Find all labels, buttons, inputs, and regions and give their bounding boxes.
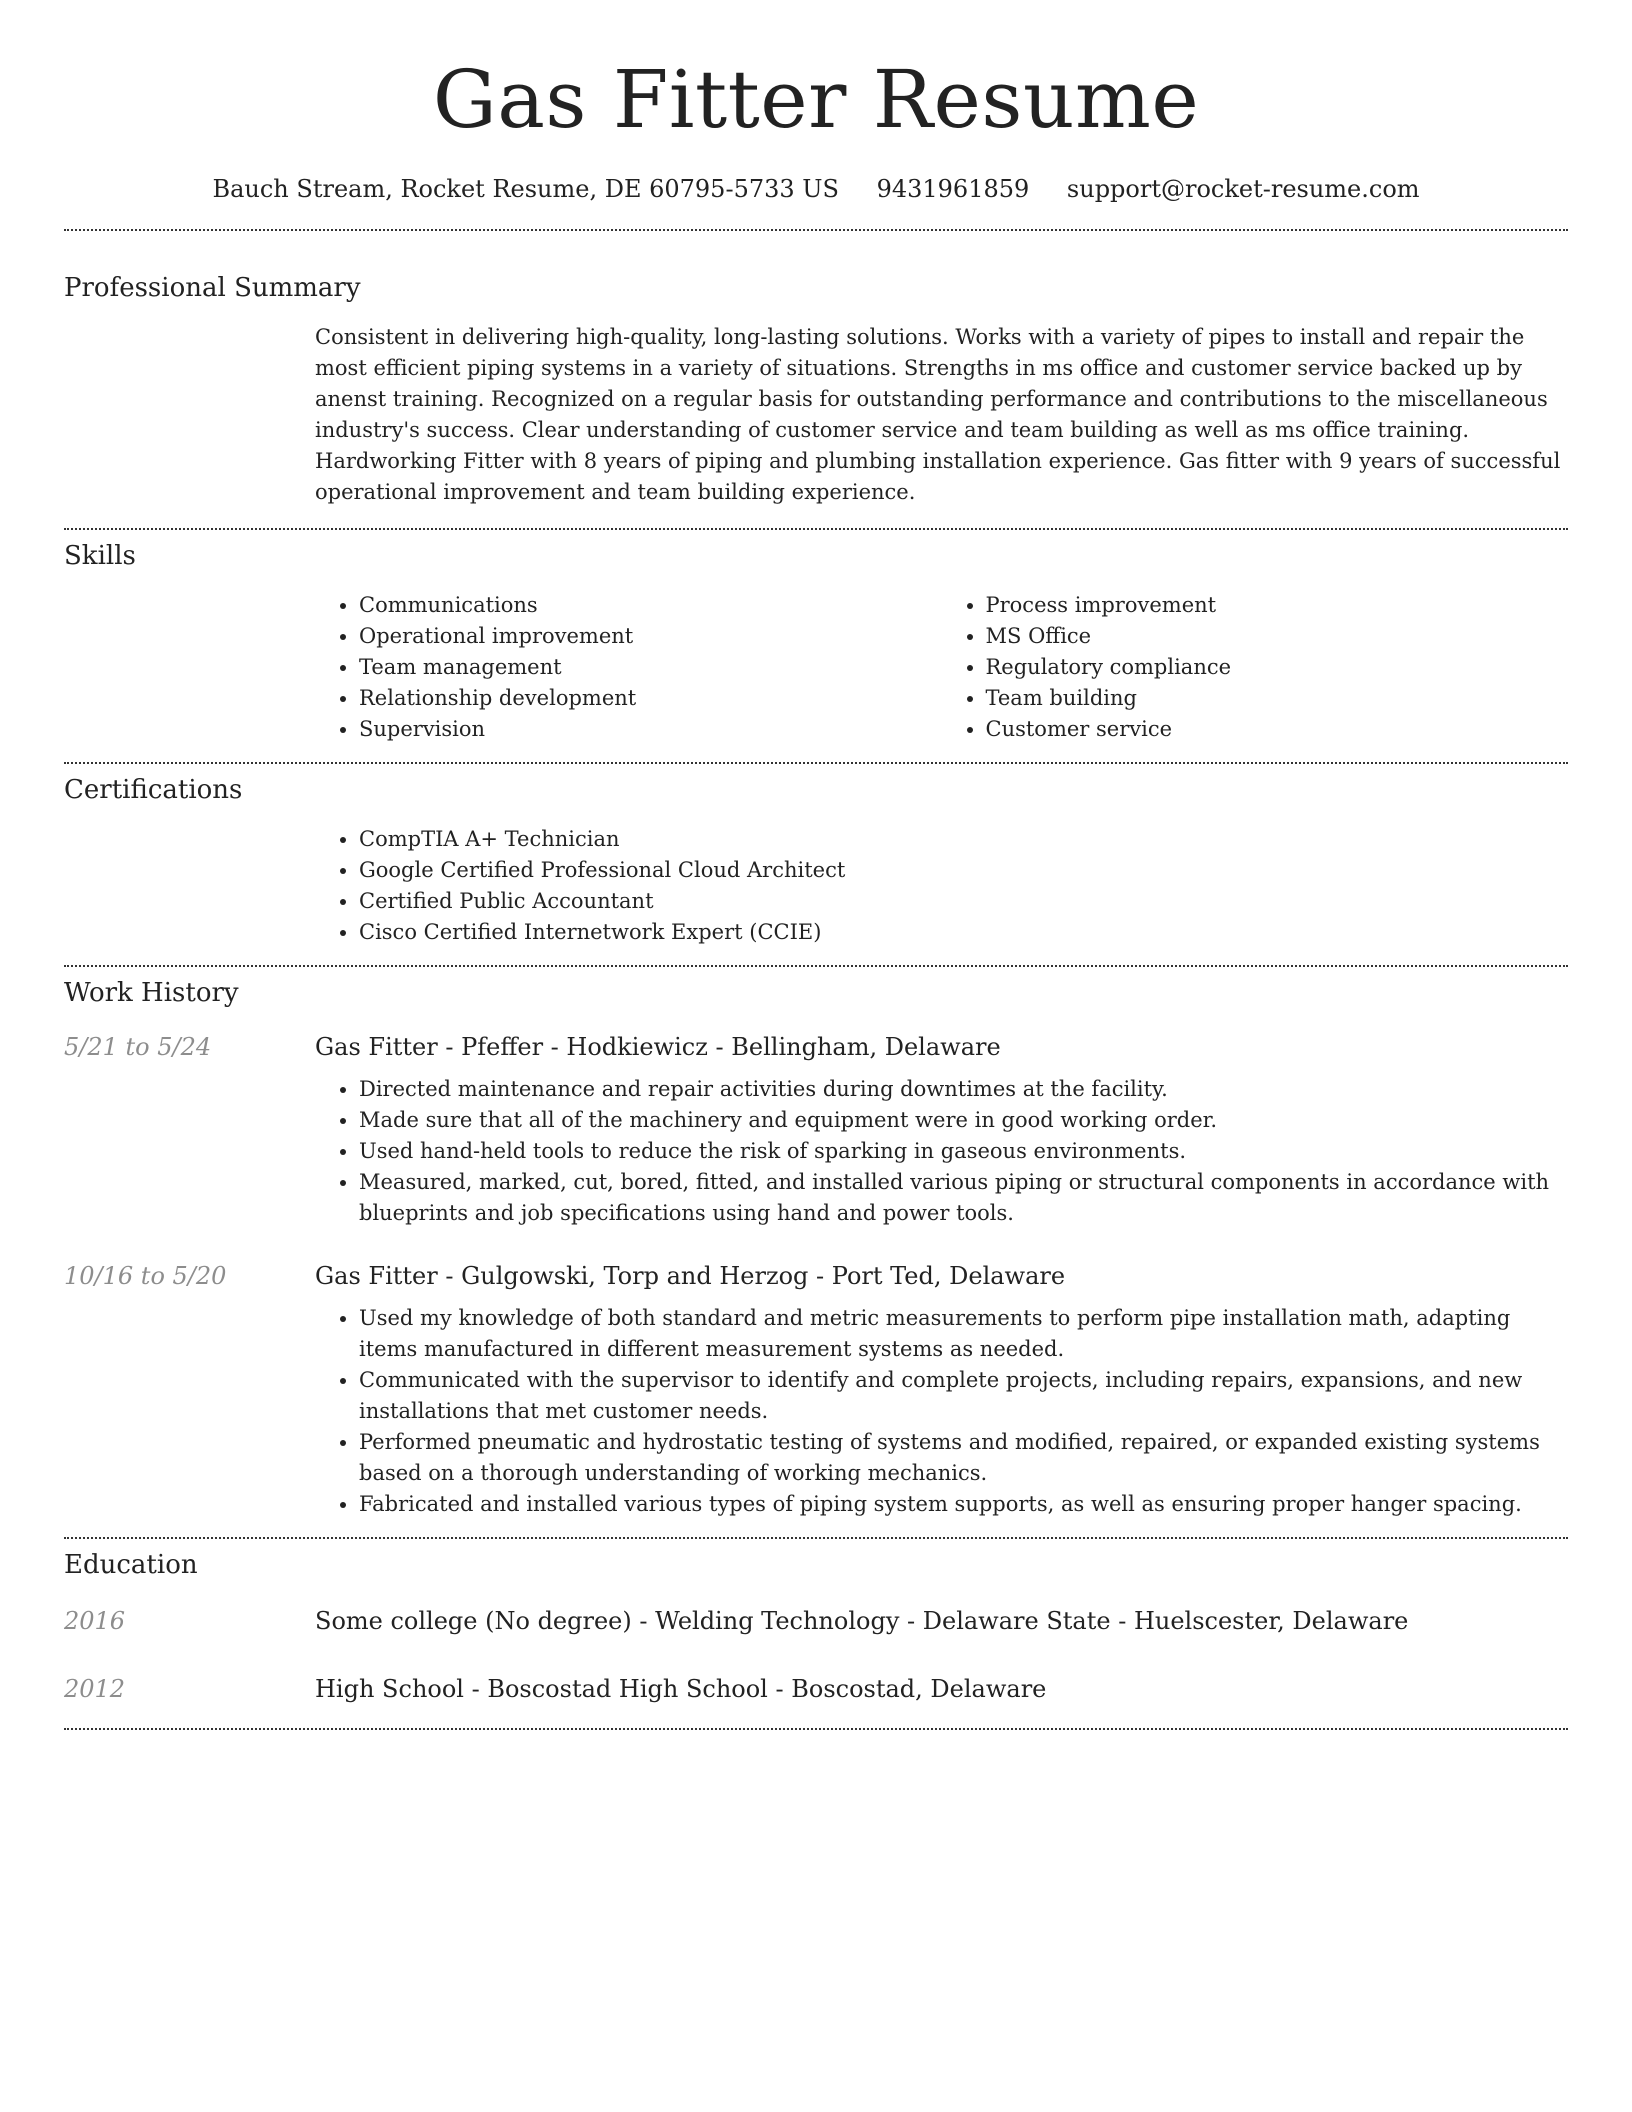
list-item: • Team building <box>986 683 1569 714</box>
work-bullet-list <box>315 1303 1568 1520</box>
list-item: • Performed pneumatic and hydrostatic testing of systems and modified, repaired, or expanded existing systems based on a thorough understanding of working mechanics. <box>359 1427 1568 1489</box>
list-item: • Operational improvement <box>359 621 942 652</box>
contact-email: support@rocket-resume.com <box>1066 175 1420 203</box>
list-item: • Made sure that all of the machinery and equipment were in good working order. <box>359 1105 1568 1136</box>
work-bullets <box>315 1303 1568 1520</box>
list-item: • Google Certified Professional Cloud Architect <box>359 855 1568 886</box>
education-year: 2016 <box>64 1607 126 1635</box>
list-item: • Team management <box>359 652 942 683</box>
list-item: • Measured, marked, cut, bored, fitted, and installed various piping or structural components in accordance with blueprints and job specifications using hand and power tools. <box>359 1167 1568 1229</box>
skills-title: Skills <box>64 541 136 571</box>
divider <box>64 1728 1568 1730</box>
list-item: • Relationship development <box>359 683 942 714</box>
work-bullets <box>315 1074 1568 1229</box>
list-item: • Regulatory compliance <box>986 652 1569 683</box>
divider <box>64 762 1568 764</box>
certifications-title: Certifications <box>64 775 243 805</box>
contact-phone: 9431961859 <box>876 175 1030 203</box>
list-item: • Used my knowledge of both standard and metric measurements to perform pipe installation math, adapting items manufactured in different measurement systems as needed. <box>359 1303 1568 1365</box>
list-item: • Communicated with the supervisor to identify and complete projects, including repairs, expansions, and new installations that met customer needs. <box>359 1365 1568 1427</box>
education-degree: High School <box>315 1675 464 1703</box>
education-section <box>64 1548 1568 1706</box>
work-section <box>64 976 1568 1520</box>
list-item: • Used hand-held tools to reduce the risk of sparking in gaseous environments. <box>359 1136 1568 1167</box>
summary-title: Professional Summary <box>64 273 361 303</box>
work-heading: Gas Fitter - Pfeffer - Hodkiewicz - Bellingham, Delaware <box>315 1033 1001 1061</box>
skills-section <box>64 539 1568 745</box>
work-dates: 10/16 to 5/20 <box>64 1262 227 1290</box>
list-item: • Customer service <box>986 714 1569 745</box>
list-item: • Supervision <box>359 714 942 745</box>
list-item: • CompTIA A+ Technician <box>359 824 1568 855</box>
list-item: • MS Office <box>986 621 1569 652</box>
list-item: • Process improvement <box>986 590 1569 621</box>
list-item: • Directed maintenance and repair activities during downtimes at the facility. <box>359 1074 1568 1105</box>
list-item: • Fabricated and installed various types of piping system supports, as well as ensuring proper hanger spacing. <box>359 1489 1568 1520</box>
resume-page <box>64 0 1568 1730</box>
education-details: - Welding Technology - Delaware State - Huelscester, Delaware <box>631 1607 1409 1635</box>
divider <box>64 528 1568 530</box>
list-item: • Communications <box>359 590 942 621</box>
skills-grid <box>315 590 1568 745</box>
education-degree: Some college (No degree) <box>315 1607 632 1635</box>
education-heading <box>315 1604 1568 1638</box>
skills-list-left <box>315 590 942 745</box>
summary-section <box>64 271 1568 508</box>
certifications-list <box>315 824 1568 948</box>
divider <box>64 965 1568 967</box>
work-bullet-list <box>315 1074 1568 1229</box>
education-entry <box>64 1604 1568 1638</box>
certifications-body <box>315 824 1568 948</box>
work-entry <box>64 1259 1568 1293</box>
education-heading <box>315 1672 1568 1706</box>
page-title: Gas Fitter Resume <box>432 53 1200 146</box>
summary-text: Consistent in delivering high-quality, long-lasting solutions. Works with a variety of pipes to install and repair the most efficient piping systems in a variety of situations. Strengths in ms office and customer service backed up by anenst training. Recognized on a regular basis for outstanding performance and contributions to the miscellaneous industry's success. Clear understanding of customer service and team building as well as ms office training. Hardworking Fitter with 8 years of piping and plumbing installation experience. Gas fitter with 9 years of successful operational improvement and team building experience. <box>315 325 1561 504</box>
certifications-section <box>64 773 1568 948</box>
contact-line <box>64 172 1568 206</box>
education-title: Education <box>64 1550 198 1580</box>
contact-address: Bauch Stream, Rocket Resume, DE 60795-5733 US <box>212 175 839 203</box>
work-dates: 5/21 to 5/24 <box>64 1033 212 1061</box>
education-entry <box>64 1672 1568 1706</box>
skills-list-right <box>942 590 1569 745</box>
divider <box>64 1537 1568 1539</box>
summary-body <box>315 322 1568 508</box>
work-heading: Gas Fitter - Gulgowski, Torp and Herzog - Port Ted, Delaware <box>315 1262 1066 1290</box>
work-entry <box>64 1030 1568 1064</box>
education-details: - Boscostad High School - Boscostad, Delaware <box>463 1675 1047 1703</box>
work-title: Work History <box>64 978 239 1008</box>
list-item: • Cisco Certified Internetwork Expert (CCIE) <box>359 917 1568 948</box>
education-year: 2012 <box>64 1675 126 1703</box>
divider <box>64 229 1568 231</box>
list-item: • Certified Public Accountant <box>359 886 1568 917</box>
